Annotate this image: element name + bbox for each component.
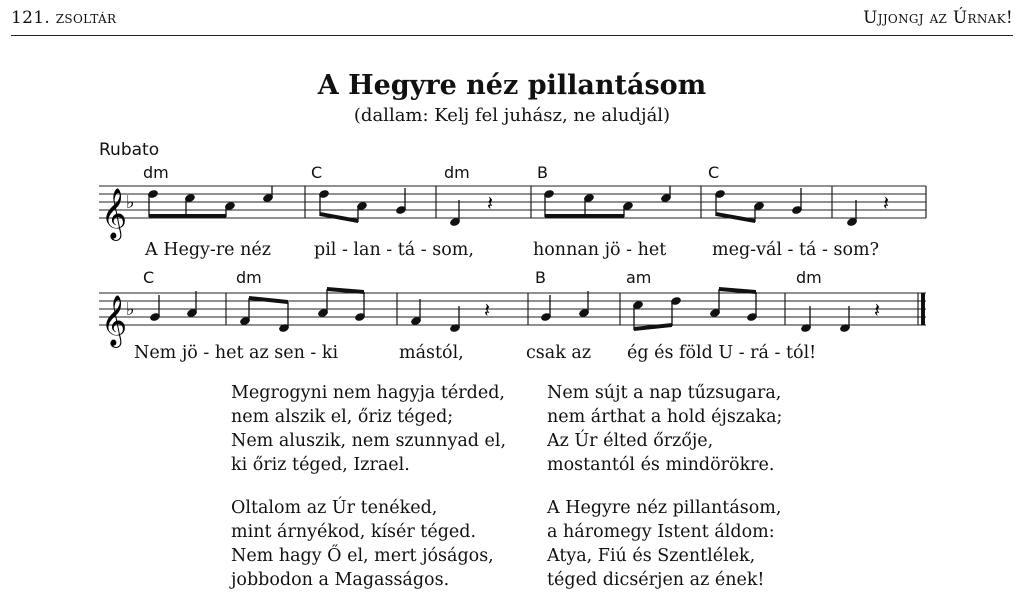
notes-measure-9 xyxy=(410,298,490,333)
header-book-title: Ujjongj az Úrnak! xyxy=(863,8,1013,28)
stanza-4 xyxy=(231,496,494,592)
psalm-number: 121. xyxy=(11,8,51,28)
chord-symbol: C xyxy=(708,163,720,182)
lyric-line: mástól, xyxy=(399,343,464,363)
chord-symbol: dm xyxy=(444,163,470,182)
lyric-line: ég és föld U - rá - tól! xyxy=(627,343,817,363)
notes-measure-12 xyxy=(800,298,880,333)
stanza-line: Atya, Fiú és Szentlélek, xyxy=(547,546,756,566)
staff-lines xyxy=(99,293,926,325)
chord-symbol: dm xyxy=(143,163,169,182)
stanza-line: Nem hagy Ő el, mert jóságos, xyxy=(231,546,494,566)
stanza-line: nem árthat a hold éjszaka; xyxy=(547,407,783,427)
treble-clef-icon: 𝄞 xyxy=(101,295,128,346)
notes-measure-6 xyxy=(846,191,889,227)
lyric-line: meg-vál - tá - som? xyxy=(712,240,880,260)
song-title: A Hegyre néz pillantásom xyxy=(317,70,707,101)
song-subtitle: (dallam: Kelj fel juhász, ne aludjál) xyxy=(353,105,671,126)
stanza-line: Oltalom az Úr tenéked, xyxy=(231,498,438,518)
notes-measure-3 xyxy=(449,191,493,227)
stanza-line: a háromegy Istent áldom: xyxy=(547,522,775,542)
chord-symbol: B xyxy=(537,163,548,182)
quarter-rest-icon: 𝄽 xyxy=(874,298,881,322)
quarter-rest-icon: 𝄽 xyxy=(487,191,494,215)
music-staff-1 xyxy=(0,180,1024,240)
stanza-line: ki őriz téged, Izrael. xyxy=(231,455,410,475)
chord-symbol: B xyxy=(535,268,546,287)
chord-symbol: C xyxy=(143,268,155,287)
stanza-5 xyxy=(547,496,781,592)
stanza-line: nem alszik el, őriz téged; xyxy=(231,407,454,427)
stanza-line: Az Úr élted őrzője, xyxy=(547,431,714,451)
chord-symbol: dm xyxy=(796,268,822,287)
notes-measure-8 xyxy=(239,287,366,333)
stanza-3 xyxy=(547,381,782,477)
tempo-marking: Rubato xyxy=(99,140,160,160)
flat-key-signature-icon: ♭ xyxy=(126,192,135,213)
music-staff-2 xyxy=(0,284,1024,344)
header-psalm-number xyxy=(11,8,116,28)
flat-key-signature-icon: ♭ xyxy=(126,299,135,320)
psalm-label: zsoltár xyxy=(55,8,117,28)
header-rule xyxy=(11,35,1013,36)
staff-lines xyxy=(99,186,926,218)
stanza-line: A Hegyre néz pillantásom, xyxy=(547,498,782,518)
quarter-rest-icon: 𝄽 xyxy=(883,191,890,215)
stanza-line: jobbodon a Magasságos. xyxy=(231,570,450,590)
chord-symbol: dm xyxy=(236,268,262,287)
chord-symbol: am xyxy=(626,268,652,287)
chord-symbol: C xyxy=(311,163,323,182)
stanza-line: Megrogyni nem hagyja térded, xyxy=(231,383,505,403)
stanza-line: Nem sújt a nap tűzsugara, xyxy=(547,383,782,403)
lyric-line: Nem jö - het az sen - ki xyxy=(134,343,339,363)
treble-clef-icon: 𝄞 xyxy=(101,188,128,239)
stanza-line: Nem aluszik, nem szunnyad el, xyxy=(231,431,507,451)
stanza-line: téged dicsérjen az ének! xyxy=(547,570,765,590)
quarter-rest-icon: 𝄽 xyxy=(484,298,491,322)
lyric-line: pil - lan - tá - som, xyxy=(314,240,474,260)
stanza-line: mint árnyékod, kísér téged. xyxy=(231,522,477,542)
stanza-2 xyxy=(231,381,506,477)
lyric-line: honnan jö - het xyxy=(533,240,667,260)
stanza-line: mostantól és mindörökre. xyxy=(547,455,775,475)
lyric-line: csak az xyxy=(526,343,592,363)
lyric-line: A Hegy-re néz xyxy=(145,240,271,260)
